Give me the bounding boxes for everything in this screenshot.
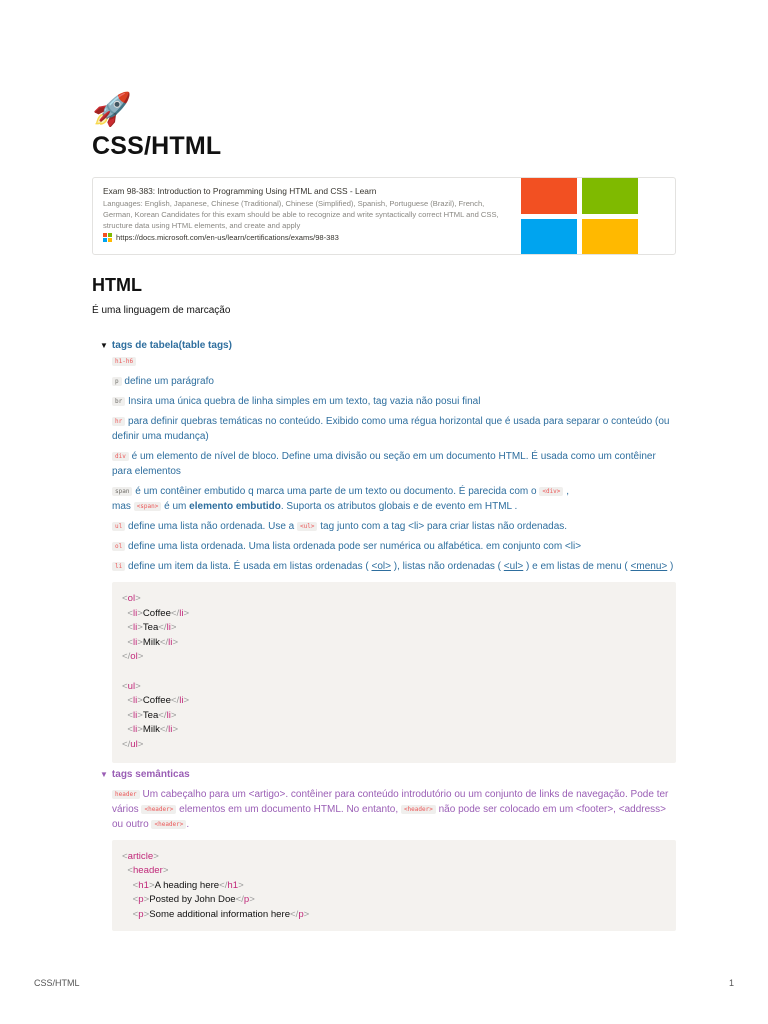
item-text: define um item da lista. É usada em listas ordenadas ( [128, 561, 369, 572]
toggle-title: tags semânticas [111, 768, 190, 780]
item-text: . [186, 818, 190, 830]
inline-code: ul [112, 522, 125, 531]
toggle-title: tags de tabela(table tags) [111, 340, 232, 351]
bookmark-text [93, 178, 521, 254]
list-item-ul [112, 519, 676, 534]
inline-code: li [112, 562, 125, 571]
list-item-h-tags [112, 354, 676, 369]
item-text: ) [670, 561, 674, 572]
inline-code: div [112, 452, 129, 461]
item-text: Insira uma única quebra de linha simples em um texto, tag vazia não posui final [128, 396, 481, 407]
inline-code: <header> [151, 820, 186, 829]
link-menu[interactable]: <menu> [630, 561, 668, 572]
list-item-ol [112, 539, 676, 554]
inline-code: header [112, 790, 140, 799]
list-item-div [112, 449, 676, 479]
inline-code: hr [112, 417, 125, 426]
bookmark-description: Languages: English, Japanese, Chinese (Traditional), Chinese (Simplified), Spanish, Portuguese (Brazil), French, German, Korean Candidates for this exam should be able to recognize and write syntactically correct HTML and CSS, structure data using HTML elements, and create and apply [103, 199, 499, 230]
code-block-article[interactable]: <article> <header> <h1>A heading here</h1> <p>Posted by John Doe</p> <p>Some additional information here</p> [112, 840, 676, 931]
bookmark-card[interactable] [92, 177, 676, 255]
item-text: define um parágrafo [124, 376, 214, 387]
item-text: ), listas não ordenadas ( [393, 561, 502, 572]
item-text: ) e em listas de menu ( [526, 561, 628, 572]
item-text: tag junto com a tag <li> para criar listas não ordenadas. [320, 521, 568, 532]
page-number: 1 [729, 978, 735, 988]
toggle-header-table-tags[interactable] [100, 340, 676, 351]
rocket-icon: 🚀 [92, 90, 132, 128]
toggle-body-semantic-tags [112, 787, 676, 931]
triangle-down-icon[interactable]: ▼ [100, 769, 108, 779]
toggle-body-table-tags [112, 354, 676, 763]
inline-code: <header> [141, 805, 176, 814]
footer-title: CSS/HTML [34, 978, 80, 988]
inline-code: <span> [134, 502, 162, 511]
inline-code: p [112, 377, 122, 386]
item-text: não pode ser colocado em um <footer>, <address> ou outro [112, 803, 666, 830]
logo-tile-red [521, 178, 577, 214]
item-text: define uma lista não ordenada. Use a [128, 521, 295, 532]
toggle-table-tags [100, 340, 676, 763]
microsoft-logo-icon [521, 178, 675, 254]
link-ul[interactable]: <ul> [503, 561, 524, 572]
bookmark-url: https://docs.microsoft.com/en-us/learn/certifications/exams/98-383 [116, 233, 339, 242]
item-bold-text: elemento embutido [189, 501, 281, 512]
inline-code: h1-h6 [112, 357, 136, 366]
toggle-header-semantic-tags[interactable] [100, 769, 676, 780]
logo-tile-yellow [582, 219, 638, 255]
list-item-li [112, 559, 676, 574]
item-text: define uma lista ordenada. Uma lista ordenada pode ser numérica ou alfabética. em conjunto com <li> [128, 541, 582, 552]
item-text: elementos em um documento HTML. No entanto, [179, 803, 399, 815]
logo-tile-green [582, 178, 638, 214]
logo-tile-blue [521, 219, 577, 255]
inline-code: <ul> [297, 522, 317, 531]
page-content [92, 92, 676, 931]
list-item-span [112, 484, 676, 514]
list-item-hr [112, 414, 676, 444]
microsoft-favicon-icon [103, 233, 112, 242]
section-heading-html: HTML [92, 275, 142, 295]
item-text: para definir quebras temáticas no conteúdo. Exibido como uma régua horizontal que é usada para separar o conteúdo (ou definir uma mudança) [112, 416, 670, 442]
list-item-p [112, 374, 676, 389]
page-title: CSS/HTML [92, 132, 222, 160]
inline-code: <header> [401, 805, 436, 814]
item-text: é um [164, 501, 187, 512]
link-ol[interactable]: <ol> [371, 561, 391, 572]
list-item-br [112, 394, 676, 409]
inline-code: <div> [539, 487, 563, 496]
code-block-lists[interactable]: <ol> <li>Coffee</li> <li>Tea</li> <li>Milk</li> </ol> <ul> <li>Coffee</li> <li>Tea</li> <li>Milk</li> </ul> [112, 582, 676, 763]
item-text: , [566, 486, 569, 497]
item-text: Um cabeçalho para um <artigo>. contêiner para conteúdo introdutório ou um conjunto de links de navegação. Pode ter vários [112, 788, 669, 815]
toggle-semantic-tags [100, 769, 676, 931]
list-item-header [112, 787, 676, 832]
section-lead: É uma linguagem de marcação [92, 305, 231, 316]
item-text: . Suporta os atributos globais e de evento em HTML . [280, 501, 518, 512]
inline-code: span [112, 487, 132, 496]
inline-code: br [112, 397, 125, 406]
item-text: é um contêiner embutido q marca uma parte de um texto ou documento. É parecida com o [135, 486, 537, 497]
triangle-down-icon[interactable]: ▼ [100, 341, 108, 350]
inline-code: ol [112, 542, 125, 551]
item-text: é um elemento de nível de bloco. Define uma divisão ou seção em um documento HTML. É usada como um contêiner para elementos [112, 451, 656, 477]
item-text: mas [112, 501, 131, 512]
bookmark-title: Exam 98-383: Introduction to Programming Using HTML and CSS - Learn [103, 186, 377, 196]
bookmark-url-row [103, 233, 511, 242]
